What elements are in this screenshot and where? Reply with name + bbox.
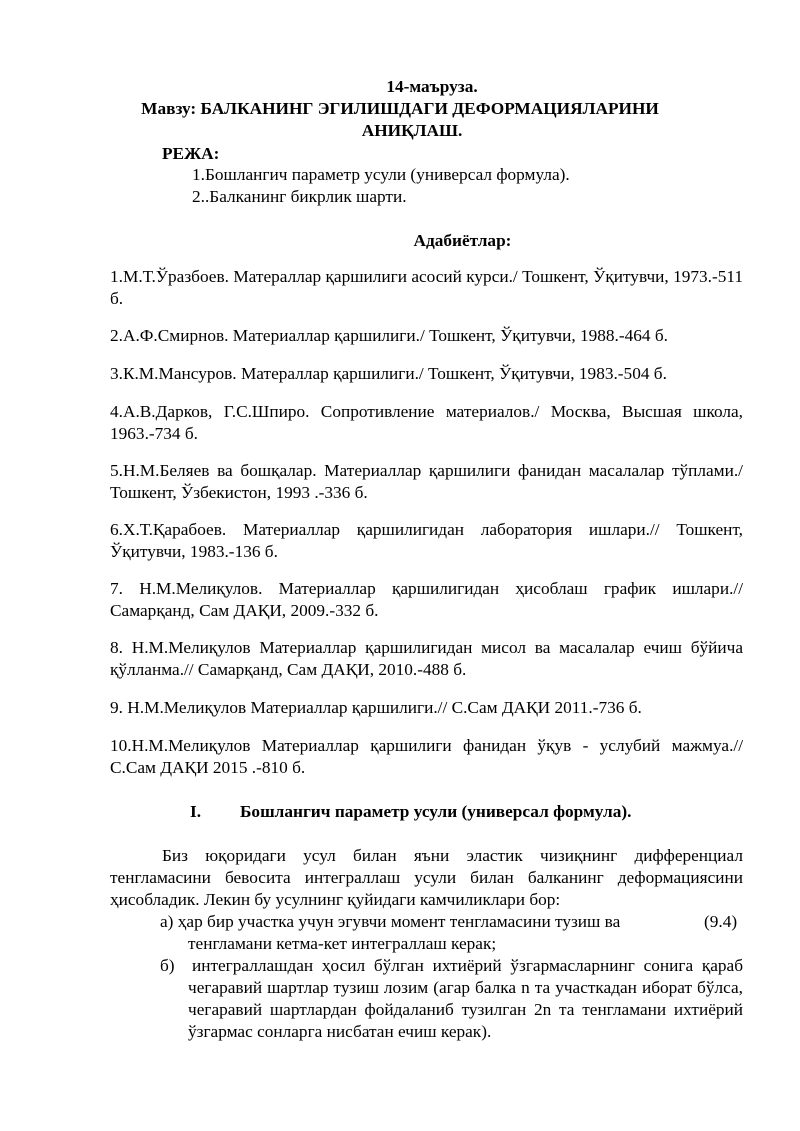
literature-item-10: 10.Н.М.Мелиқулов Материаллар қаршилиги фанидан ўқув - услубий мажмуа.// С.Сам ДАҚИ 2015 .-810 б. <box>110 736 743 777</box>
topic-title-line2: АНИҚЛАШ. <box>361 121 463 140</box>
literature-item-3: 3.К.М.Мансуров. Матераллар қаршилиги./ Тошкент, Ўқитувчи, 1983.-504 б. <box>110 364 667 383</box>
plan-label: РЕЖА: <box>162 144 220 163</box>
list-item-a-line2: тенгламани кетма-кет интеграллаш керак; <box>188 934 497 953</box>
topic-title-line1: Мавзу: БАЛКАНИНГ ЭГИЛИШДАГИ ДЕФОРМАЦИЯЛАРИНИ <box>141 99 659 118</box>
literature-item-2: 2.А.Ф.Смирнов. Материаллар қаршилиги./ Тошкент, Ўқитувчи, 1988.-464 б. <box>110 326 668 345</box>
literature-item-4: 4.А.В.Дарков, Г.С.Шпиро. Сопротивление материалов./ Москва, Высшая школа, 1963.-734 б. <box>110 402 743 443</box>
list-item-b-text: интеграллашдан ҳосил бўлган ихтиёрий ўзгармасларнинг сонига қараб чегаравий шартлар тузиш лозим (агар балка n та участкадан иборат бўлса, чегаравий шартлардан фойдаланиб тузилган 2n та тенгламани ихтиёрий ўзгармас сонларга нисбатан ечиш керак). <box>188 956 744 1041</box>
plan-item-2: 2..Балканинг бикрлик шарти. <box>192 187 407 206</box>
literature-item-5: 5.Н.М.Беляев ва бошқалар. Материаллар қаршилиги фанидан масалалар тўплами./ Тошкент, Ўзбекистон, 1993 .-336 б. <box>110 461 743 502</box>
list-item-b <box>160 955 743 1043</box>
lecture-number: 14-маъруза. <box>386 77 478 96</box>
section-title: Бошлангич параметр усули (универсал формула). <box>240 802 632 821</box>
list-item-a-label: а) <box>160 912 174 931</box>
equation-number: (9.4) <box>704 912 738 931</box>
literature-item-9: 9. Н.М.Мелиқулов Материаллар қаршилиги.// С.Сам ДАҚИ 2011.-736 б. <box>110 698 642 717</box>
literature-item-8: 8. Н.М.Мелиқулов Материаллар қаршилигидан мисол ва масалалар ечиш бўйича қўлланма.// Самарқанд, Сам ДАҚИ, 2010.-488 б. <box>110 638 743 679</box>
list-item-a-line1: ҳар бир участка учун эгувчи момент тенгламасини тузиш ва <box>177 912 621 931</box>
literature-item-6: 6.Х.Т.Қарабоев. Материаллар қаршилигидан лаборатория ишлари.// Тошкент, Ўқитувчи, 1983.-136 б. <box>110 520 743 561</box>
plan-item-1: 1.Бошлангич параметр усули (универсал формула). <box>192 165 570 184</box>
intro-paragraph: Биз юқоридаги усул билан яъни эластик чизиқнинг дифференциал тенгламасини бевосита интеграллаш усули билан балканинг деформациясини ҳисобладик. Лекин бу усулнинг қуйидаги камчиликлари бор: <box>110 846 743 909</box>
literature-title: Адабиётлар: <box>413 231 512 250</box>
list-item-b-label: б) <box>160 956 175 975</box>
literature-item-1: 1.М.Т.Ўразбоев. Матераллар қаршилиги асосий курси./ Тошкент, Ўқитувчи, 1973.-511 б. <box>110 267 743 308</box>
section-heading <box>190 801 750 823</box>
literature-item-7: 7. Н.М.Мелиқулов. Материаллар қаршилигидан ҳисоблаш график ишлари.// Самарқанд, Сам ДАҚИ, 2009.-332 б. <box>110 579 743 620</box>
list-item-a <box>160 911 743 955</box>
section-number: I. <box>190 802 202 821</box>
